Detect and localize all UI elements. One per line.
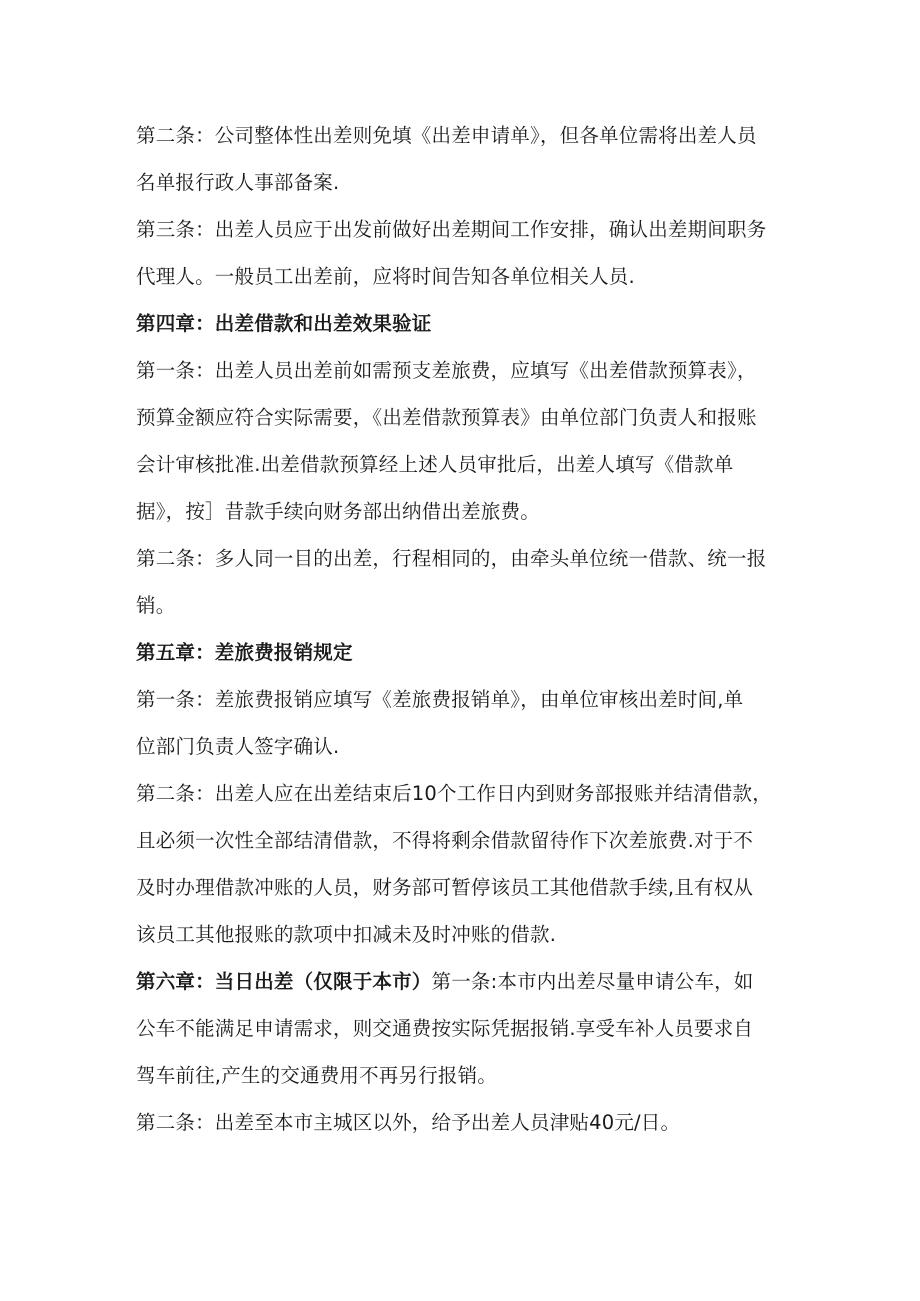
paragraph-line: 第二条：多人同一目的出差，行程相同的，由牵头单位统一借款、统一报: [136, 547, 767, 570]
paragraph-line: 销。: [136, 594, 176, 617]
paragraph-line: 会计审核批准.出差借款预算经上述人员审批后，出差人填写《借款单: [136, 453, 734, 476]
paragraph-line: 代理人。一般员工出差前，应将时间告知各单位相关人员.: [136, 265, 635, 288]
paragraph-line: 第二条：出差人应在出差结束后10个工作日内到财务部报账并结清借款，: [136, 782, 772, 805]
mixed-heading-line: [136, 958, 796, 1005]
chapter-heading: 第四章：出差借款和出差效果验证: [136, 312, 432, 335]
paragraph-line: 该员工其他报账的款项中扣减未及时冲账的借款.: [136, 923, 557, 946]
paragraph-line: 位部门负责人签字确认.: [136, 735, 340, 758]
paragraph-line: 第一条：出差人员出差前如需预支差旅费，应填写《出差借款预算表》，: [136, 359, 757, 382]
paragraph-line: 第三条：出差人员应于出发前做好出差期间工作安排，确认出差期间职务: [136, 218, 767, 241]
paragraph-line: 据》，按］昔款手续向财务部出纳借出差旅费。: [136, 500, 540, 523]
chapter-heading: 第五章：差旅费报销规定: [136, 641, 353, 664]
paragraph-line: 第二条：出差至本市主城区以外，给予出差人员津贴40元/日。: [136, 1111, 681, 1134]
paragraph-line: 且必须一次性全部结清借款，不得将剩余借款留待作下次差旅费.对于不: [136, 829, 754, 852]
paragraph-line: 驾车前往,产生的交通费用不再另行报销。: [136, 1064, 497, 1087]
paragraph-line: 第一条:本市内出差尽量申请公车，如: [431, 970, 754, 993]
paragraph-line: 第二条：公司整体性出差则免填《出差申请单》，但各单位需将出差人员: [136, 124, 757, 147]
paragraph-line: 名单报行政人事部备案.: [136, 171, 340, 194]
paragraph-line: 公车不能满足申请需求，则交通费按实际凭据报销.享受车补人员要求自: [136, 1017, 754, 1040]
paragraph-line: 预算金额应符合实际需要，《出差借款预算表》由单位部门负责人和报账: [136, 406, 757, 429]
paragraph-line: 第一条：差旅费报销应填写《差旅费报销单》，由单位审核出差时间,单: [136, 688, 744, 711]
document-body: [136, 112, 796, 1146]
chapter-heading: 第六章：当日出差（仅限于本市）: [136, 970, 432, 993]
paragraph-line: 及时办理借款冲账的人员，财务部可暂停该员工其他借款手续,且有权从: [136, 876, 754, 899]
